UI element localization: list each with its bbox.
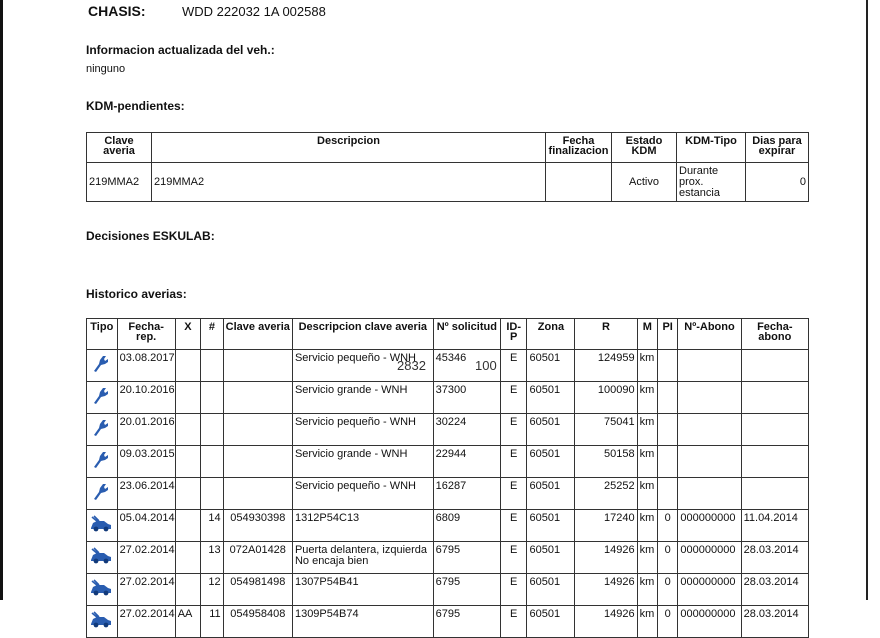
hist-cell-idp: E	[500, 382, 527, 414]
kdm-col-clave: Clave averia	[87, 133, 152, 163]
hist-cell-idp: E	[500, 446, 527, 478]
hist-cell-pi	[657, 350, 677, 382]
hist-cell-idp: E	[500, 478, 527, 510]
hist-col-fecha: Fecha-rep.	[117, 319, 175, 350]
hist-cell-r: 100090	[575, 382, 637, 414]
hist-cell-fecha: 20.10.2016	[117, 382, 175, 414]
hist-cell-m: km	[637, 382, 657, 414]
hist-cell-clave	[223, 414, 292, 446]
hist-cell-idp: E	[500, 542, 527, 574]
hist-cell-m: km	[637, 446, 657, 478]
hist-cell-desc: Servicio grande - WNH	[292, 446, 433, 478]
hist-cell-num	[201, 446, 223, 478]
overlay-text-a: 2832	[397, 358, 426, 373]
hist-cell-num: 12	[201, 574, 223, 606]
hist-cell-pi: 0	[657, 510, 677, 542]
hist-cell-clave	[223, 478, 292, 510]
hist-cell-fecha: 27.02.2014	[117, 542, 175, 574]
historico-header-row	[87, 319, 809, 350]
hist-cell-pi	[657, 382, 677, 414]
hist-cell-num	[201, 350, 223, 382]
table-row	[87, 606, 809, 638]
hist-cell-r: 17240	[575, 510, 637, 542]
car-damage-icon	[89, 577, 115, 599]
page-border-left	[0, 0, 3, 600]
info-value: ninguno	[86, 63, 126, 75]
hist-col-solicitud: Nº solicitud	[433, 319, 500, 350]
hist-cell-abono	[678, 382, 741, 414]
hist-cell-num: 14	[201, 510, 223, 542]
hist-cell-desc: Servicio grande - WNH	[292, 382, 433, 414]
hist-cell-m: km	[637, 478, 657, 510]
kdm-cell-clave: 219MMA2	[87, 163, 152, 202]
hist-cell-x	[175, 542, 200, 574]
table-row	[87, 542, 809, 574]
hist-cell-num: 11	[201, 606, 223, 638]
hist-cell-fecha: 23.06.2014	[117, 478, 175, 510]
hist-col-zona: Zona	[527, 319, 575, 350]
overlay-text-b: 100	[475, 358, 497, 373]
hist-cell-zona: 60501	[527, 542, 575, 574]
hist-cell-zona: 60501	[527, 350, 575, 382]
table-row	[87, 414, 809, 446]
hist-cell-x	[175, 510, 200, 542]
hist-cell-abono	[678, 414, 741, 446]
historico-heading: Historico averias:	[86, 287, 187, 301]
hist-cell-tipo	[87, 542, 118, 574]
hist-cell-fecha-abono	[741, 350, 808, 382]
kdm-col-estado: Estado KDM	[612, 133, 677, 163]
hist-cell-r: 14926	[575, 606, 637, 638]
kdm-heading: KDM-pendientes:	[86, 99, 185, 113]
hist-cell-m: km	[637, 510, 657, 542]
hist-cell-idp: E	[500, 414, 527, 446]
hist-cell-desc: Servicio pequeño - WNH	[292, 350, 433, 382]
hist-cell-solicitud: 30224	[433, 414, 500, 446]
hist-cell-fecha: 27.02.2014	[117, 574, 175, 606]
kdm-cell-descripcion: 219MMA2	[152, 163, 546, 202]
hist-col-r: R	[575, 319, 637, 350]
hist-cell-idp: E	[500, 574, 527, 606]
hist-cell-r: 124959	[575, 350, 637, 382]
wrench-icon	[89, 353, 115, 375]
hist-cell-m: km	[637, 606, 657, 638]
hist-cell-zona: 60501	[527, 510, 575, 542]
table-row	[87, 574, 809, 606]
hist-cell-tipo	[87, 510, 118, 542]
hist-cell-num: 13	[201, 542, 223, 574]
hist-cell-m: km	[637, 574, 657, 606]
hist-cell-fecha-abono	[741, 478, 808, 510]
hist-col-x: X	[175, 319, 200, 350]
hist-cell-tipo	[87, 446, 118, 478]
hist-cell-fecha-abono	[741, 414, 808, 446]
hist-cell-solicitud: 22944	[433, 446, 500, 478]
hist-cell-clave	[223, 382, 292, 414]
hist-cell-tipo	[87, 414, 118, 446]
hist-col-fecha-abono: Fecha-abono	[741, 319, 808, 350]
hist-cell-fecha: 03.08.2017	[117, 350, 175, 382]
hist-cell-solicitud: 6809	[433, 510, 500, 542]
hist-cell-abono: 000000000	[678, 510, 741, 542]
hist-cell-solicitud: 6795	[433, 606, 500, 638]
hist-cell-desc: 1307P54B41	[292, 574, 433, 606]
hist-cell-clave	[223, 446, 292, 478]
hist-cell-pi: 0	[657, 606, 677, 638]
kdm-cell-tipo: Durante prox. estancia	[677, 163, 746, 202]
hist-cell-clave: 072A01428	[223, 542, 292, 574]
hist-cell-x	[175, 478, 200, 510]
hist-cell-solicitud: 6795	[433, 574, 500, 606]
hist-cell-desc: Puerta delantera, izquierda No encaja bien	[292, 542, 433, 574]
hist-cell-tipo	[87, 606, 118, 638]
hist-cell-pi	[657, 478, 677, 510]
hist-cell-fecha-abono: 28.03.2014	[741, 574, 808, 606]
car-damage-icon	[89, 513, 115, 535]
hist-cell-pi	[657, 446, 677, 478]
hist-cell-num	[201, 414, 223, 446]
table-row	[87, 350, 809, 382]
hist-col-abono: Nº-Abono	[678, 319, 741, 350]
chasis-label: CHASIS:	[88, 3, 146, 19]
wrench-icon	[89, 481, 115, 503]
hist-cell-abono: 000000000	[678, 574, 741, 606]
hist-cell-clave: 054981498	[223, 574, 292, 606]
table-row	[87, 382, 809, 414]
hist-cell-tipo	[87, 382, 118, 414]
hist-cell-solicitud: 16287	[433, 478, 500, 510]
hist-cell-zona: 60501	[527, 446, 575, 478]
hist-cell-desc: Servicio pequeño - WNH	[292, 478, 433, 510]
hist-cell-abono	[678, 446, 741, 478]
hist-cell-x	[175, 414, 200, 446]
hist-cell-desc: Servicio pequeño - WNH	[292, 414, 433, 446]
hist-col-idp: ID-P	[500, 319, 527, 350]
wrench-icon	[89, 385, 115, 407]
chasis-line	[88, 3, 326, 19]
kdm-row	[87, 163, 809, 202]
hist-cell-solicitud: 37300	[433, 382, 500, 414]
table-row	[87, 446, 809, 478]
hist-cell-pi: 0	[657, 542, 677, 574]
hist-cell-num	[201, 478, 223, 510]
hist-cell-x	[175, 350, 200, 382]
hist-cell-num	[201, 382, 223, 414]
hist-cell-solicitud: 6795	[433, 542, 500, 574]
kdm-col-fecha: Fecha finalizacion	[546, 133, 612, 163]
wrench-icon	[89, 449, 115, 471]
car-damage-icon	[89, 609, 115, 631]
hist-cell-fecha: 27.02.2014	[117, 606, 175, 638]
hist-cell-fecha-abono	[741, 382, 808, 414]
hist-cell-idp: E	[500, 510, 527, 542]
hist-cell-idp: E	[500, 606, 527, 638]
hist-cell-x	[175, 446, 200, 478]
page-border-right	[866, 0, 868, 600]
info-heading: Informacion actualizada del veh.:	[86, 43, 275, 57]
hist-cell-tipo	[87, 350, 118, 382]
kdm-col-tipo: KDM-Tipo	[677, 133, 746, 163]
hist-cell-desc: 1309P54B74	[292, 606, 433, 638]
hist-cell-zona: 60501	[527, 382, 575, 414]
eskulab-heading: Decisiones ESKULAB:	[86, 229, 215, 243]
hist-col-num: #	[201, 319, 223, 350]
historico-table	[86, 318, 809, 638]
hist-cell-solicitud: 45346	[433, 350, 500, 382]
hist-cell-clave: 054958408	[223, 606, 292, 638]
hist-cell-m: km	[637, 414, 657, 446]
hist-cell-fecha-abono: 28.03.2014	[741, 606, 808, 638]
chasis-value: WDD 222032 1A 002588	[182, 4, 326, 19]
kdm-cell-estado: Activo	[612, 163, 677, 202]
kdm-col-descripcion: Descripcion	[152, 133, 546, 163]
hist-cell-r: 50158	[575, 446, 637, 478]
hist-cell-fecha-abono: 28.03.2014	[741, 542, 808, 574]
hist-cell-fecha: 20.01.2016	[117, 414, 175, 446]
hist-cell-m: km	[637, 350, 657, 382]
hist-cell-r: 14926	[575, 542, 637, 574]
hist-cell-zona: 60501	[527, 414, 575, 446]
hist-cell-abono	[678, 478, 741, 510]
hist-cell-fecha: 05.04.2014	[117, 510, 175, 542]
kdm-col-dias: Dias para expirar	[746, 133, 809, 163]
hist-cell-pi: 0	[657, 574, 677, 606]
kdm-header-row	[87, 133, 809, 163]
hist-col-clave: Clave averia	[223, 319, 292, 350]
hist-cell-x	[175, 382, 200, 414]
hist-cell-zona: 60501	[527, 574, 575, 606]
car-damage-icon	[89, 545, 115, 567]
hist-cell-tipo	[87, 574, 118, 606]
hist-cell-fecha: 09.03.2015	[117, 446, 175, 478]
hist-col-tipo: Tipo	[87, 319, 118, 350]
hist-cell-fecha-abono: 11.04.2014	[741, 510, 808, 542]
hist-col-desc: Descripcion clave averia	[292, 319, 433, 350]
hist-cell-clave: 054930398	[223, 510, 292, 542]
hist-cell-pi	[657, 414, 677, 446]
kdm-table	[86, 132, 809, 202]
table-row	[87, 510, 809, 542]
hist-cell-x	[175, 574, 200, 606]
hist-cell-m: km	[637, 542, 657, 574]
hist-cell-abono	[678, 350, 741, 382]
hist-cell-idp: E	[500, 350, 527, 382]
hist-cell-abono: 000000000	[678, 542, 741, 574]
hist-col-pi: PI	[657, 319, 677, 350]
hist-cell-r: 14926	[575, 574, 637, 606]
kdm-cell-fecha	[546, 163, 612, 202]
hist-cell-clave	[223, 350, 292, 382]
hist-cell-r: 75041	[575, 414, 637, 446]
hist-cell-tipo	[87, 478, 118, 510]
kdm-cell-dias: 0	[746, 163, 809, 202]
wrench-icon	[89, 417, 115, 439]
hist-cell-x: AA	[175, 606, 200, 638]
hist-cell-r: 25252	[575, 478, 637, 510]
table-row	[87, 478, 809, 510]
hist-cell-desc: 1312P54C13	[292, 510, 433, 542]
hist-col-m: M	[637, 319, 657, 350]
hist-cell-zona: 60501	[527, 606, 575, 638]
hist-cell-zona: 60501	[527, 478, 575, 510]
hist-cell-abono: 000000000	[678, 606, 741, 638]
hist-cell-fecha-abono	[741, 446, 808, 478]
